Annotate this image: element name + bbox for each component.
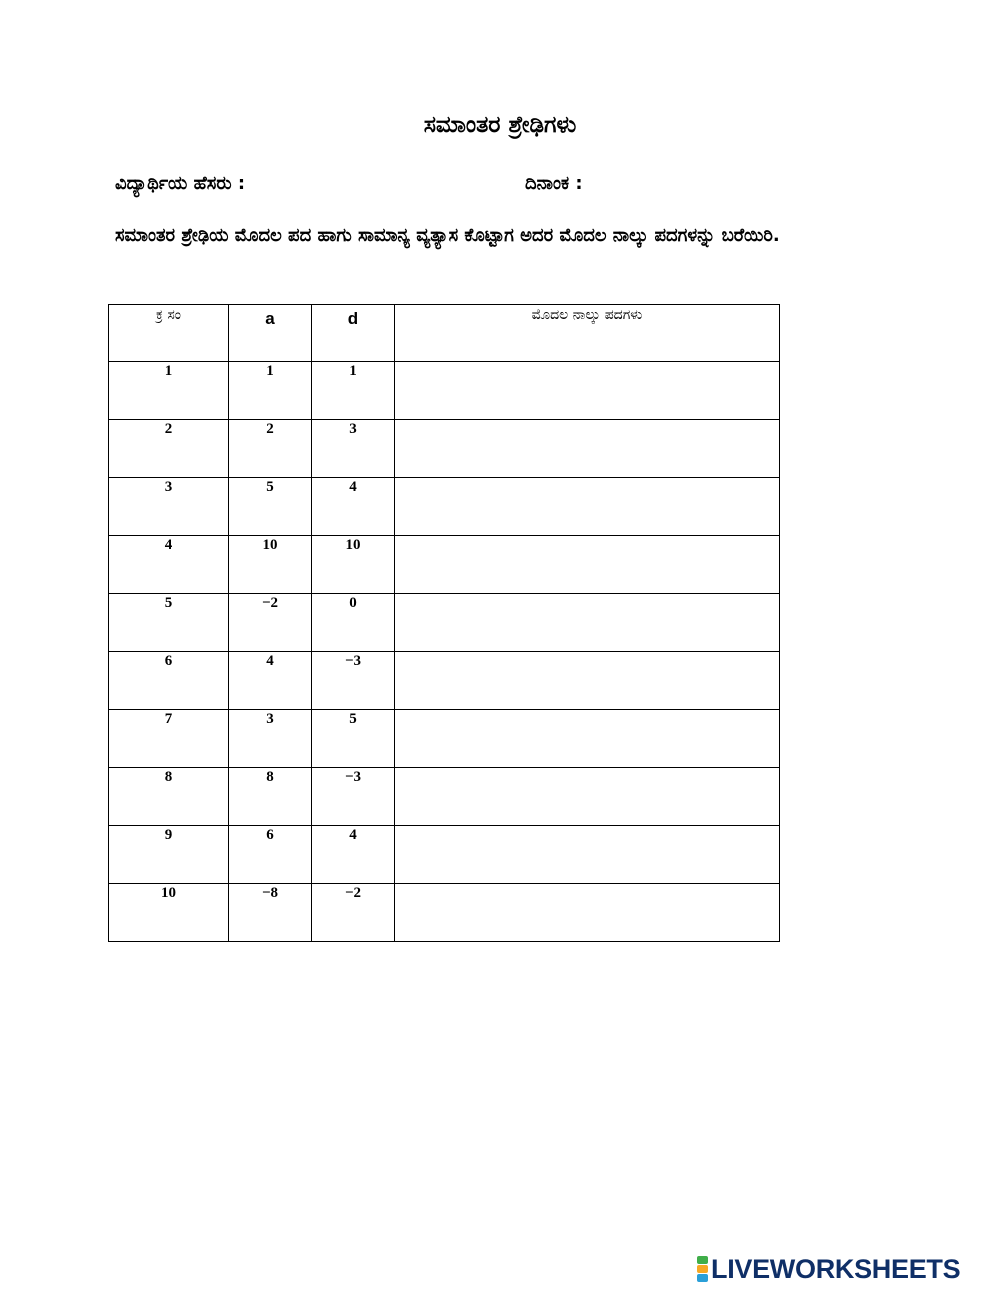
a-value-cell [229,478,312,536]
serial-cell-value: 10 [161,885,176,901]
table-row [109,362,780,420]
d-value-cell-value: 4 [349,827,357,843]
d-value-cell [312,536,395,594]
a-value-cell-value: −2 [261,595,279,611]
serial-cell [109,826,229,884]
serial-cell [109,362,229,420]
d-value-cell-value: 5 [349,711,357,727]
table-row [109,594,780,652]
a-value-cell-value: 4 [266,653,274,669]
d-value-cell-value: 1 [349,363,357,379]
answer-cell[interactable] [395,768,780,826]
table-row [109,420,780,478]
a-value-cell-value: 6 [266,827,274,843]
a-value-cell-value: 1 [266,363,274,379]
d-value-cell-value: 4 [349,479,357,495]
serial-cell-value: 5 [164,595,173,611]
table-row [109,652,780,710]
serial-cell-value: 8 [164,769,173,785]
d-value-cell-value: −2 [344,885,362,901]
a-value-cell-value: 2 [266,421,274,437]
serial-cell [109,884,229,942]
serial-cell [109,768,229,826]
serial-cell-value: 1 [164,363,173,379]
liveworksheets-logo [697,1254,960,1284]
d-value-cell [312,710,395,768]
a-value-cell-value: 10 [262,537,278,553]
table-row [109,826,780,884]
d-value-cell [312,478,395,536]
header-row [109,305,780,362]
a-value-cell-value: 8 [266,769,274,785]
serial-cell-value: 6 [164,653,173,669]
a-value-cell [229,710,312,768]
serial-cell [109,710,229,768]
d-value-cell-value: −3 [344,769,362,785]
d-value-cell [312,652,395,710]
brand-mark-icon [697,1256,708,1282]
answer-cell[interactable] [395,652,780,710]
d-value-cell-value: 10 [345,537,361,553]
student-name-label: ವಿದ್ಯಾರ್ಥಿಯ ಹೆಸರು : [115,173,246,194]
table-body [109,362,780,942]
table-row [109,768,780,826]
sequence-table [108,304,780,942]
brand-text: LIVEWORKSHEETS [711,1253,961,1284]
d-value-cell [312,884,395,942]
answer-cell[interactable] [395,826,780,884]
d-value-cell [312,362,395,420]
serial-cell-value: 4 [164,537,173,553]
header-serial: ಕ್ರ ಸಂ [109,305,229,362]
a-value-cell-value: −8 [261,885,279,901]
d-value-cell [312,420,395,478]
answer-cell[interactable] [395,884,780,942]
a-value-cell [229,768,312,826]
a-value-cell-value: 5 [266,479,274,495]
d-value-cell-value: 3 [349,421,357,437]
worksheet-title: ಸಮಾಂತರ ಶ್ರೇಢಿಗಳು [423,112,577,138]
serial-cell-value: 7 [164,711,173,727]
answer-cell[interactable] [395,536,780,594]
date-label: ದಿನಾಂಕ : [525,173,583,194]
answer-cell[interactable] [395,710,780,768]
serial-cell-value: 9 [164,827,173,843]
serial-cell [109,594,229,652]
serial-cell [109,420,229,478]
answer-cell[interactable] [395,362,780,420]
serial-cell [109,536,229,594]
a-value-cell [229,594,312,652]
a-value-cell-value: 3 [266,711,274,727]
table-row [109,710,780,768]
a-value-cell [229,536,312,594]
header-d: d [312,305,395,362]
a-value-cell [229,652,312,710]
d-value-cell-value: 0 [349,595,357,611]
header-first-four-terms: ಮೊದಲ ನಾಲ್ಕು ಪದಗಳು [395,305,780,362]
d-value-cell [312,594,395,652]
serial-cell [109,652,229,710]
a-value-cell [229,826,312,884]
answer-cell[interactable] [395,478,780,536]
d-value-cell [312,826,395,884]
instruction-text: ಸಮಾಂತರ ಶ್ರೇಢಿಯ ಮೊದಲ ಪದ ಹಾಗು ಸಾಮಾನ್ಯ ವ್ಯತ್ಯಾಸ ಕೊಟ್ಟಾಗ ಅದರ ಮೊದಲ ನಾಲ್ಕು ಪದಗಳನ್ನು ಬರೆಯಿರಿ. [115,225,780,246]
d-value-cell [312,768,395,826]
serial-cell-value: 3 [164,479,173,495]
a-value-cell [229,362,312,420]
header-a: a [229,305,312,362]
table-row [109,884,780,942]
answer-cell[interactable] [395,594,780,652]
table-row [109,478,780,536]
serial-cell-value: 2 [164,421,173,437]
d-value-cell-value: −3 [344,653,362,669]
a-value-cell [229,884,312,942]
table-row [109,536,780,594]
serial-cell [109,478,229,536]
a-value-cell [229,420,312,478]
answer-cell[interactable] [395,420,780,478]
